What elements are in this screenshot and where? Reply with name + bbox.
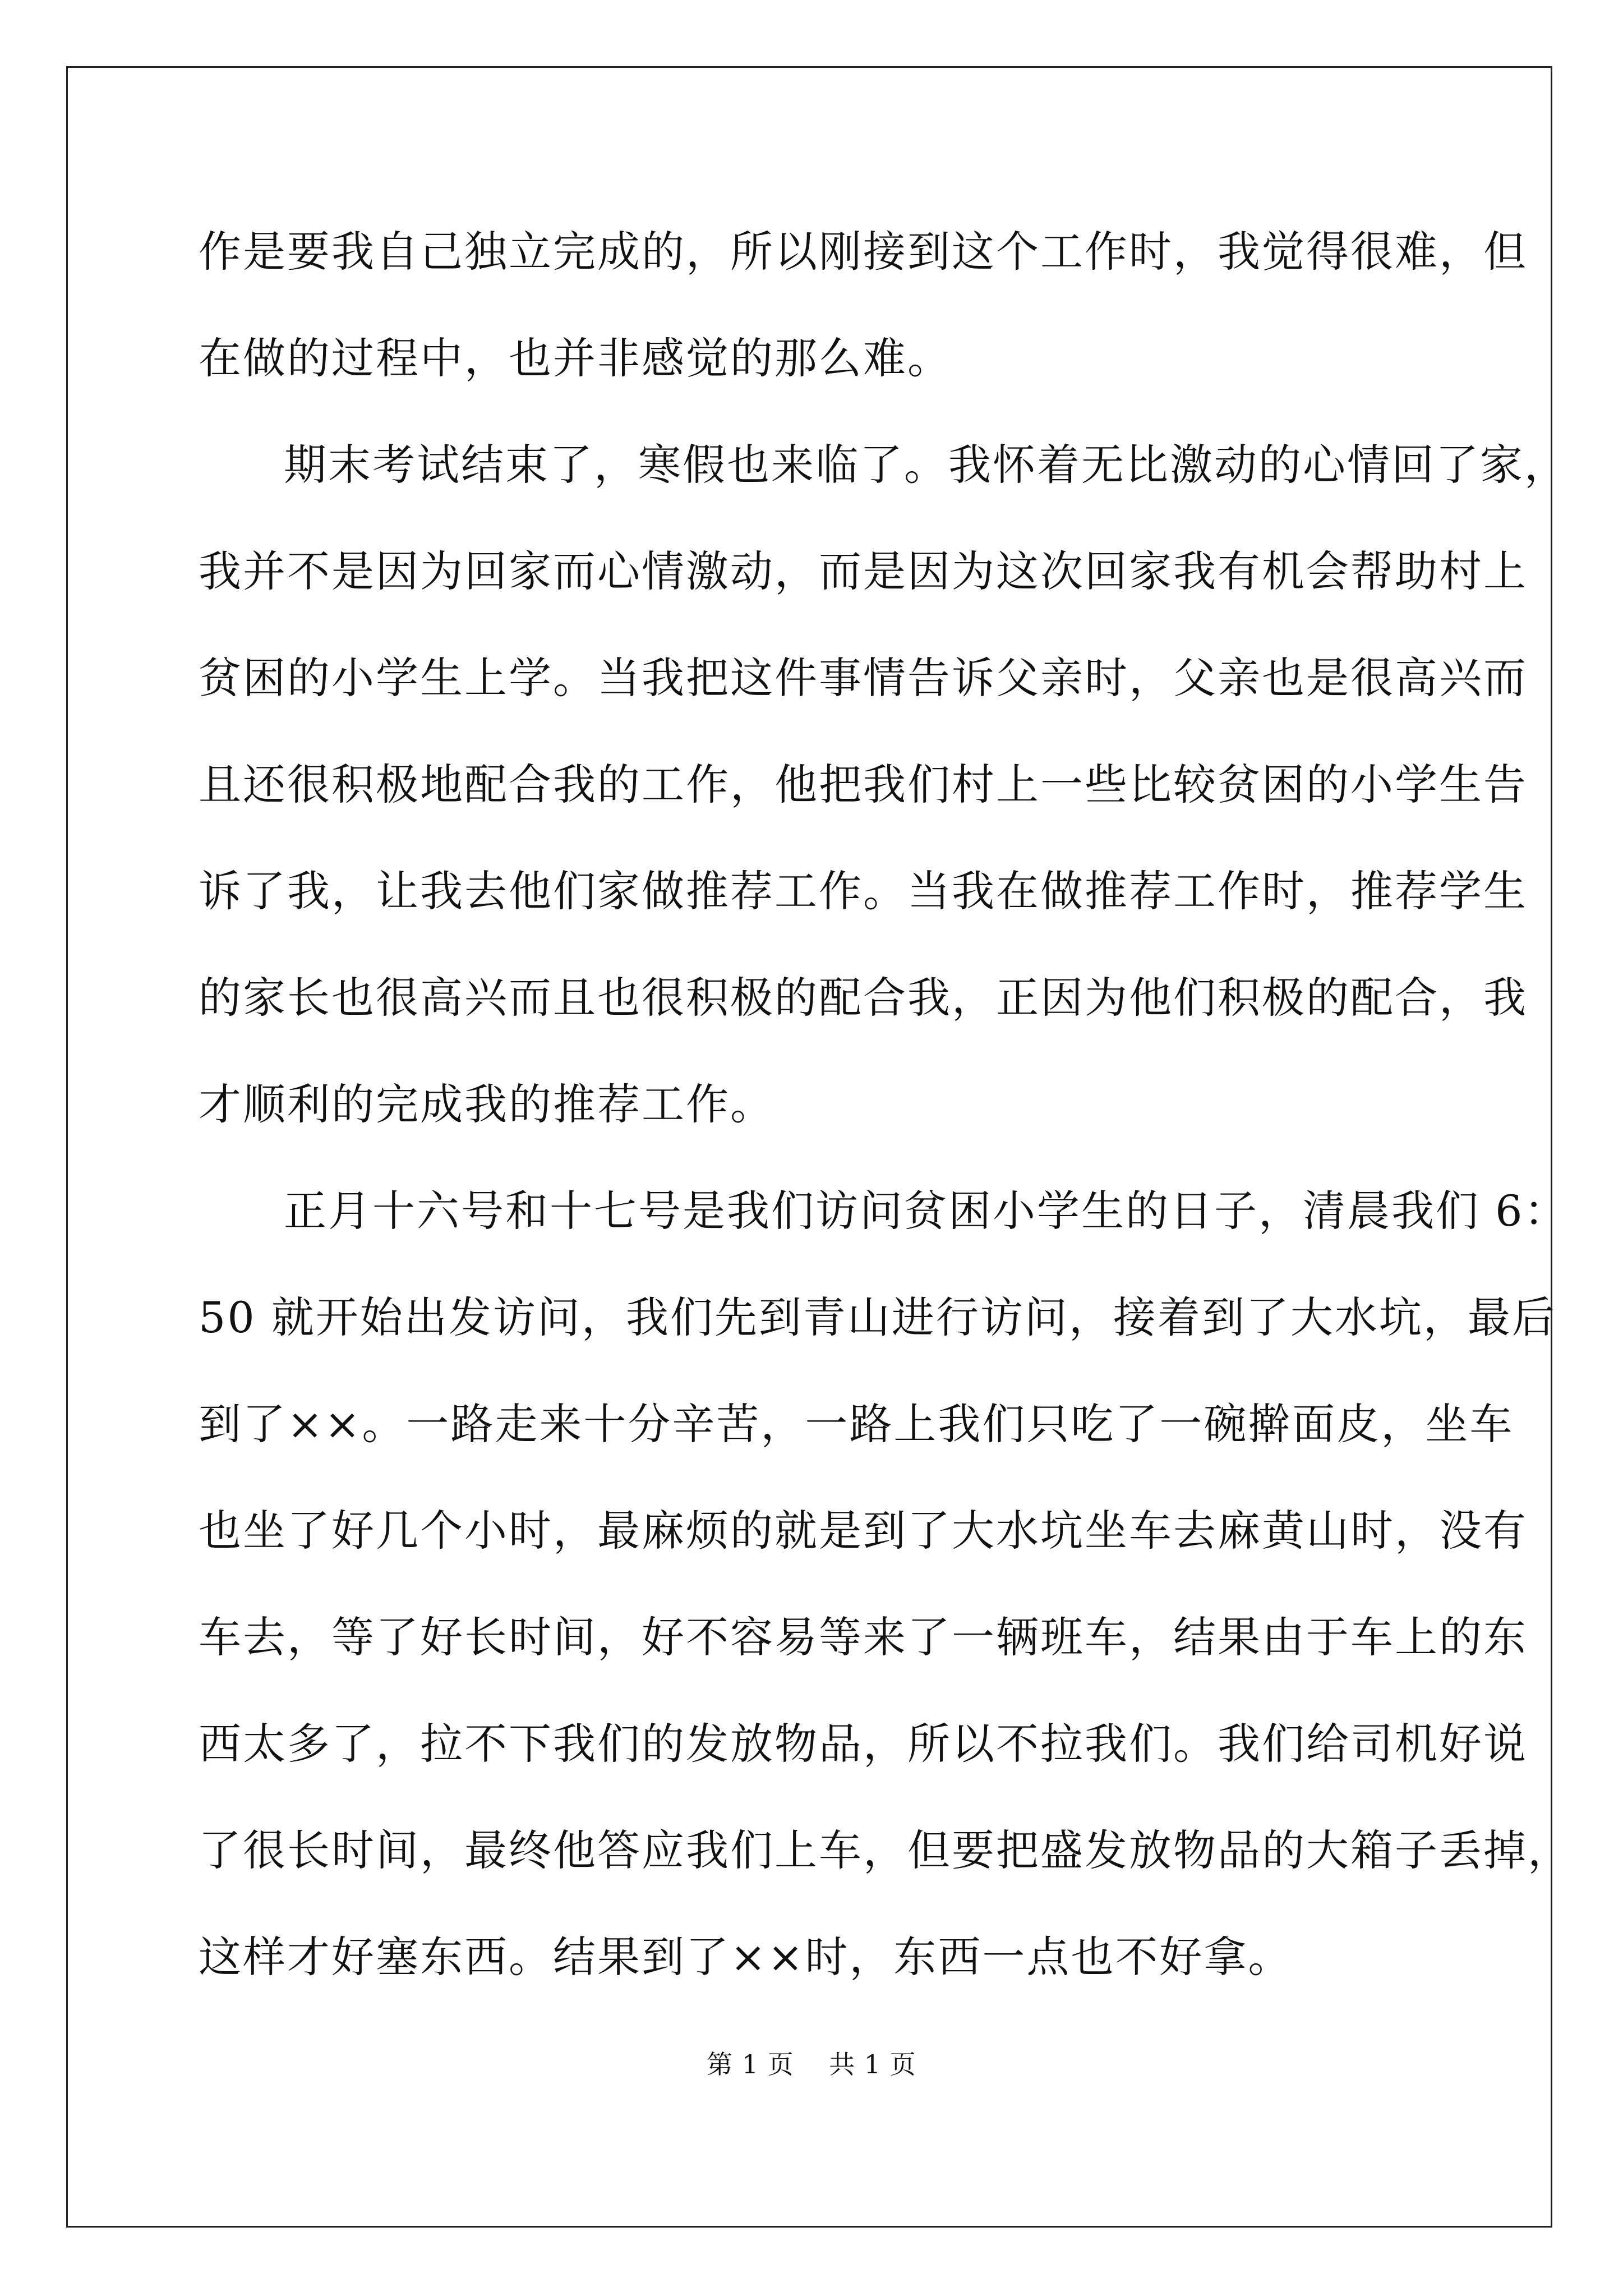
paragraph-1	[199, 210, 1528, 423]
text-line: 才顺利的完成我的推荐工作。	[199, 1079, 774, 1129]
paragraph-2	[199, 423, 1569, 1169]
text-line: 正月十六号和十七号是我们访问贫困小学生的日子，清晨我们 6：	[284, 1186, 1569, 1236]
text-line: 作是要我自己独立完成的，所以刚接到这个工作时，我觉得很难，但	[199, 227, 1528, 277]
text-line: 贫困的小学生上学。当我把这件事情告诉父亲时，父亲也是很高兴而	[199, 653, 1528, 703]
page-number-footer: 第 1 页 共 1 页	[707, 2049, 916, 2079]
text-line: 到了××。一路走来十分辛苦，一路上我们只吃了一碗擀面皮，坐车	[199, 1399, 1514, 1449]
text-line: 也坐了好几个小时，最麻烦的就是到了大水坑坐车去麻黄山时，没有	[199, 1506, 1528, 1556]
text-line: 这样才好塞东西。结果到了××时，东西一点也不好拿。	[199, 1932, 1293, 1982]
text-line: 车去，等了好长时间，好不容易等来了一辆班车，结果由于车上的东	[199, 1612, 1528, 1662]
text-line: 诉了我，让我去他们家做推荐工作。当我在做推荐工作时，推荐学生	[199, 866, 1528, 916]
text-line: 西太多了，拉不下我们的发放物品，所以不拉我们。我们给司机好说	[199, 1719, 1528, 1769]
text-line: 在做的过程中，也并非感觉的那么难。	[199, 333, 952, 383]
text-line: 的家长也很高兴而且也很积极的配合我，正因为他们积极的配合，我	[199, 973, 1528, 1023]
text-line: 50 就开始出发访问，我们先到青山进行访问，接着到了大水坑，最后	[199, 1292, 1556, 1342]
text-line: 我并不是因为回家而心情激动，而是因为这次回家我有机会帮助村上	[199, 546, 1528, 596]
text-line: 且还很积极地配合我的工作，他把我们村上一些比较贫困的小学生告	[199, 760, 1528, 809]
text-line: 期末考试结束了，寒假也来临了。我怀着无比激动的心情回了家，	[284, 440, 1569, 490]
document-body	[199, 210, 1572, 2022]
paragraph-3	[199, 1169, 1572, 2022]
text-line: 了很长时间，最终他答应我们上车，但要把盛发放物品的大箱子丢掉，	[199, 1825, 1572, 1875]
